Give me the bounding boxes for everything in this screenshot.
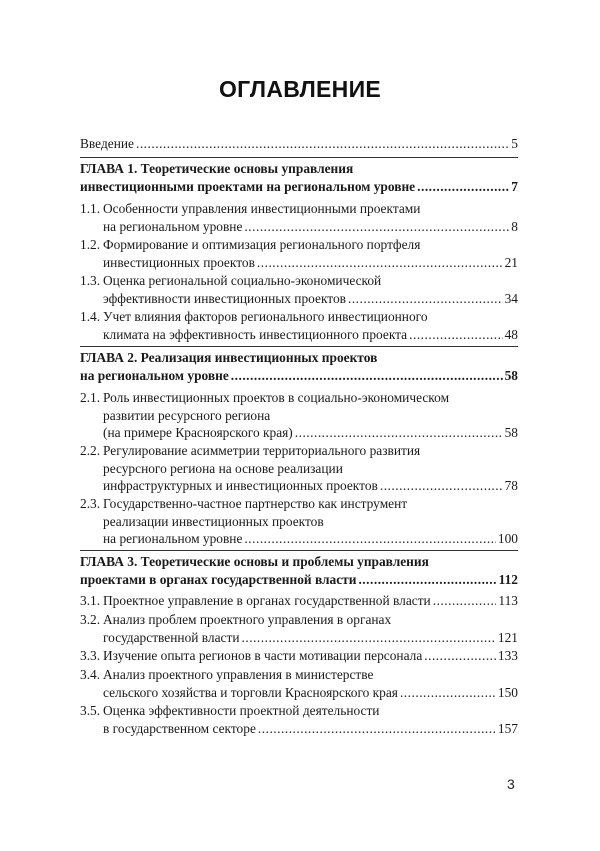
entry-page: 100 bbox=[497, 531, 518, 546]
dot-leader bbox=[136, 135, 509, 153]
dot-leader bbox=[424, 647, 496, 665]
toc-title: ОГЛАВЛЕНИЕ bbox=[218, 76, 382, 102]
dot-leader bbox=[231, 367, 503, 385]
entry-page: 112 bbox=[498, 571, 518, 587]
section-line: развитии ресурсного региона bbox=[103, 407, 271, 423]
section-number: 3.5. bbox=[80, 703, 101, 718]
chapter-line: инвестиционными проектами на региональном уровне bbox=[80, 178, 416, 194]
dot-leader bbox=[409, 326, 502, 344]
section-line: Проектное управление в органах государственной власти bbox=[103, 593, 431, 608]
chapter-line: ГЛАВА 1. Теоретические основы управления bbox=[80, 161, 354, 176]
section-number: 2.1. bbox=[80, 390, 101, 405]
section-line: Оценка эффективности проектной деятельности bbox=[103, 703, 380, 718]
section-line: инвестиционных проектов bbox=[103, 254, 255, 270]
toc-section-2-2[interactable] bbox=[80, 442, 518, 495]
section-number: 1.3. bbox=[80, 273, 101, 288]
section-number: 3.1. bbox=[80, 593, 101, 608]
dot-leader bbox=[257, 254, 503, 272]
chapter-line: на региональном уровне bbox=[80, 367, 229, 383]
section-line: инфраструктурных и инвестиционных проектов bbox=[103, 478, 378, 493]
section-number: 1.1. bbox=[80, 201, 101, 216]
section-line: Государственно-частное партнерство как инструмент bbox=[103, 496, 408, 511]
section-line: Формирование и оптимизация регионального портфеля bbox=[103, 237, 421, 252]
toc-section-2-3[interactable] bbox=[80, 495, 518, 548]
dot-leader bbox=[400, 684, 496, 702]
entry-page: 58 bbox=[504, 425, 518, 440]
toc-section-3-3[interactable] bbox=[80, 647, 518, 665]
section-line: на региональном уровне bbox=[103, 218, 243, 234]
toc-chapter-2[interactable] bbox=[80, 349, 518, 384]
section-line: Анализ проблем проектного управления в органах bbox=[103, 612, 392, 627]
dot-leader bbox=[258, 720, 496, 738]
entry-page: 150 bbox=[497, 684, 518, 700]
entry-page: 58 bbox=[504, 367, 518, 383]
page-number: 3 bbox=[507, 776, 515, 792]
toc-section-1-3[interactable] bbox=[80, 272, 518, 307]
section-line: реализации инвестиционных проектов bbox=[103, 513, 324, 529]
toc-section-1-4[interactable] bbox=[80, 308, 518, 343]
toc-section-1-2[interactable] bbox=[80, 236, 518, 271]
section-line: ресурсного региона на основе реализации bbox=[103, 460, 343, 476]
divider bbox=[80, 346, 518, 347]
dot-leader bbox=[244, 530, 495, 548]
entry-page: 8 bbox=[511, 218, 518, 234]
toc-section-3-5[interactable] bbox=[80, 702, 518, 737]
toc-chapter-3[interactable] bbox=[80, 553, 518, 588]
section-line: Регулирование асимметрии территориального развития bbox=[103, 443, 421, 458]
dot-leader bbox=[380, 477, 503, 495]
dot-leader bbox=[417, 178, 509, 196]
section-line: Анализ проектного управления в министерстве bbox=[103, 667, 374, 682]
toc-section-1-1[interactable] bbox=[80, 200, 518, 235]
entry-page: 78 bbox=[504, 478, 518, 493]
dot-leader bbox=[295, 424, 503, 442]
section-line: Учет влияния факторов регионального инвестиционного bbox=[103, 309, 428, 324]
section-line: в государственном секторе bbox=[103, 720, 256, 736]
entry-page: 21 bbox=[504, 254, 518, 270]
dot-leader bbox=[242, 629, 496, 647]
entry-page: 48 bbox=[504, 326, 518, 342]
section-number: 1.4. bbox=[80, 309, 101, 324]
section-line: государственной власти bbox=[103, 629, 240, 645]
entry-page: 157 bbox=[497, 720, 518, 736]
toc-section-2-1[interactable] bbox=[80, 389, 518, 442]
toc-section-3-2[interactable] bbox=[80, 611, 518, 646]
toc-section-3-4[interactable] bbox=[80, 666, 518, 701]
entry-page: 34 bbox=[504, 290, 518, 306]
dot-leader bbox=[358, 571, 496, 589]
divider bbox=[80, 550, 518, 551]
section-line: Оценка региональной социально-экономической bbox=[103, 273, 382, 288]
toc-section-3-1[interactable] bbox=[80, 592, 518, 610]
section-line: на региональном уровне bbox=[103, 531, 243, 546]
section-line: Роль инвестиционных проектов в социально-экономическом bbox=[103, 390, 450, 405]
entry-page: 113 bbox=[498, 593, 518, 608]
entry-page: 5 bbox=[511, 136, 518, 151]
section-number: 3.2. bbox=[80, 612, 101, 627]
section-line: климата на эффективность инвестиционного проекта bbox=[103, 326, 408, 342]
section-line: эффективности инвестиционных проектов bbox=[103, 290, 346, 306]
section-line: Особенности управления инвестиционными проектами bbox=[103, 201, 421, 216]
dot-leader bbox=[244, 218, 509, 236]
section-line: Изучение опыта регионов в части мотивации персонала bbox=[103, 648, 423, 663]
section-line: сельского хозяйства и торговли Красноярского края bbox=[103, 684, 398, 700]
chapter-line: ГЛАВА 2. Реализация инвестиционных проектов bbox=[80, 350, 378, 365]
dot-leader bbox=[348, 290, 503, 308]
chapter-line: ГЛАВА 3. Теоретические основы и проблемы управления bbox=[80, 554, 429, 569]
entry-page: 7 bbox=[511, 178, 518, 194]
section-number: 1.2. bbox=[80, 237, 101, 252]
toc-entry-introduction[interactable] bbox=[80, 135, 518, 153]
section-number: 2.2. bbox=[80, 443, 101, 458]
section-number: 3.4. bbox=[80, 667, 101, 682]
entry-page: 121 bbox=[497, 629, 518, 645]
section-line: (на примере Красноярского края) bbox=[103, 425, 293, 440]
dot-leader bbox=[433, 592, 497, 610]
section-number: 3.3. bbox=[80, 648, 101, 663]
section-number: 2.3. bbox=[80, 496, 101, 511]
toc-chapter-1[interactable] bbox=[80, 160, 518, 195]
divider bbox=[80, 157, 518, 158]
entry-page: 133 bbox=[497, 648, 518, 663]
chapter-line: проектами в органах государственной власти bbox=[80, 571, 357, 587]
entry-text: Введение bbox=[80, 136, 134, 151]
